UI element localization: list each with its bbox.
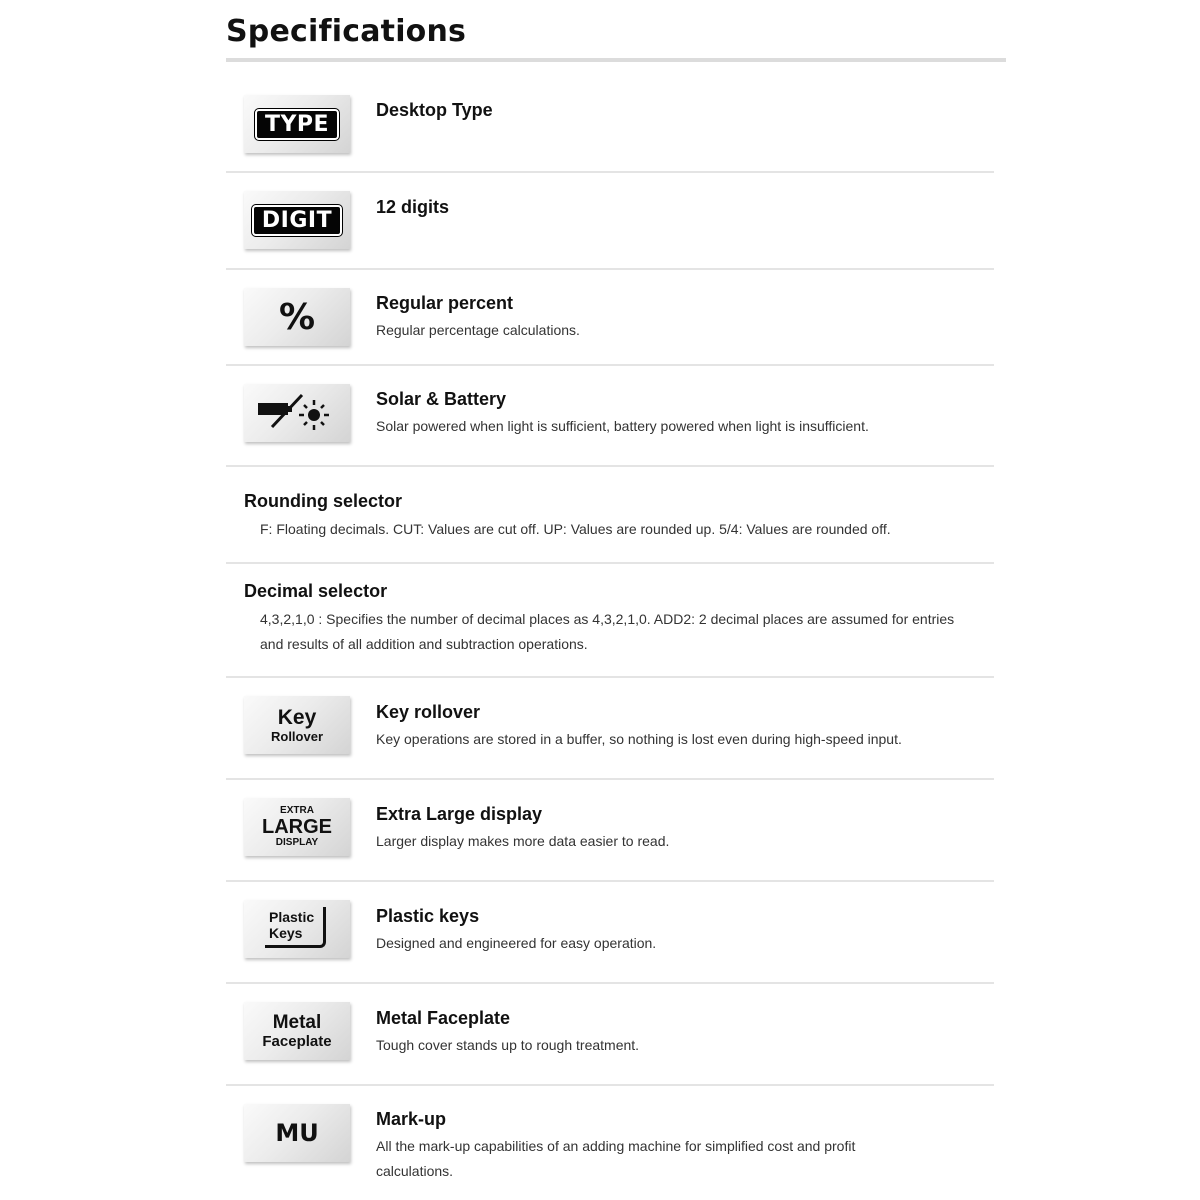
mark-up-icon [244, 1104, 350, 1162]
spec-heading: Key rollover [376, 702, 481, 722]
spec-description: Solar powered when light is sufficient, battery powered when light is insufficient. [376, 418, 869, 434]
icon-line: Rollover [270, 729, 323, 744]
spec-heading: Decimal selector [244, 581, 388, 601]
spec-heading: Desktop Type [376, 100, 493, 120]
digit-badge-label: DIGIT [252, 205, 342, 236]
spec-heading: Plastic keys [376, 906, 480, 926]
percent-glyph: % [278, 296, 316, 338]
icon-line: Faceplate [262, 1033, 332, 1050]
key-outline [265, 907, 326, 948]
spec-row-solar [226, 366, 994, 467]
icon-line: Key [277, 706, 317, 729]
icon-line: Keys [269, 925, 303, 941]
spec-heading: Extra Large display [376, 804, 543, 824]
spec-description: Tough cover stands up to rough treatment. [376, 1037, 640, 1053]
icon-line: Plastic [269, 909, 315, 925]
spec-description: All the mark-up capabilities of an adding machine for simplified cost and profit calculations. [376, 1138, 856, 1179]
type-badge-icon [244, 95, 350, 153]
plastic-keys-icon [244, 900, 350, 958]
page-title: Specifications [226, 14, 467, 49]
mark-up-glyph: MU [275, 1119, 319, 1147]
key-rollover-icon [244, 696, 350, 754]
spec-heading: Mark-up [376, 1109, 447, 1129]
spec-description: 4,3,2,1,0 : Specifies the number of decimal places as 4,3,2,1,0. ADD2: 2 decimal places are assumed for entries and results of all addition and subtraction operations. [260, 611, 955, 652]
icon-line: LARGE [262, 816, 332, 838]
spec-heading: Solar & Battery [376, 389, 507, 409]
percent-icon [244, 288, 350, 346]
spec-row-rounding [226, 467, 994, 564]
spec-heading: 12 digits [376, 197, 450, 217]
spec-description: Designed and engineered for easy operation. [376, 935, 657, 951]
spec-description: F: Floating decimals. CUT: Values are cut off. UP: Values are rounded up. 5/4: Values are rounded off. [260, 521, 891, 537]
spec-row-type [226, 80, 994, 173]
spec-heading: Metal Faceplate [376, 1008, 511, 1028]
spec-description: Larger display makes more data easier to read. [376, 833, 670, 849]
extra-large-display-icon [244, 798, 350, 856]
spec-row-key-rollover [226, 678, 994, 780]
spec-row-percent [226, 270, 994, 366]
spec-row-metal-faceplate [226, 984, 994, 1086]
spec-description: Regular percentage calculations. [376, 322, 580, 338]
title-divider [226, 58, 1006, 62]
spec-heading: Rounding selector [244, 491, 403, 511]
spec-row-digit [226, 173, 994, 270]
metal-faceplate-icon [244, 1002, 350, 1060]
icon-line: Metal [272, 1012, 322, 1033]
solar-battery-glyph [252, 389, 342, 437]
spec-row-plastic-keys [226, 882, 994, 984]
solar-battery-icon [244, 384, 350, 442]
spec-description: Key operations are stored in a buffer, so nothing is lost even during high-speed input. [376, 731, 902, 747]
spec-heading: Regular percent [376, 293, 514, 313]
spec-row-decimal [226, 564, 994, 678]
icon-line: DISPLAY [275, 837, 319, 848]
icon-line: EXTRA [280, 805, 314, 816]
spec-row-extra-large-display [226, 780, 994, 882]
spec-row-mark-up [226, 1086, 994, 1196]
digit-badge-icon [244, 191, 350, 249]
type-badge-label: TYPE [255, 109, 339, 140]
